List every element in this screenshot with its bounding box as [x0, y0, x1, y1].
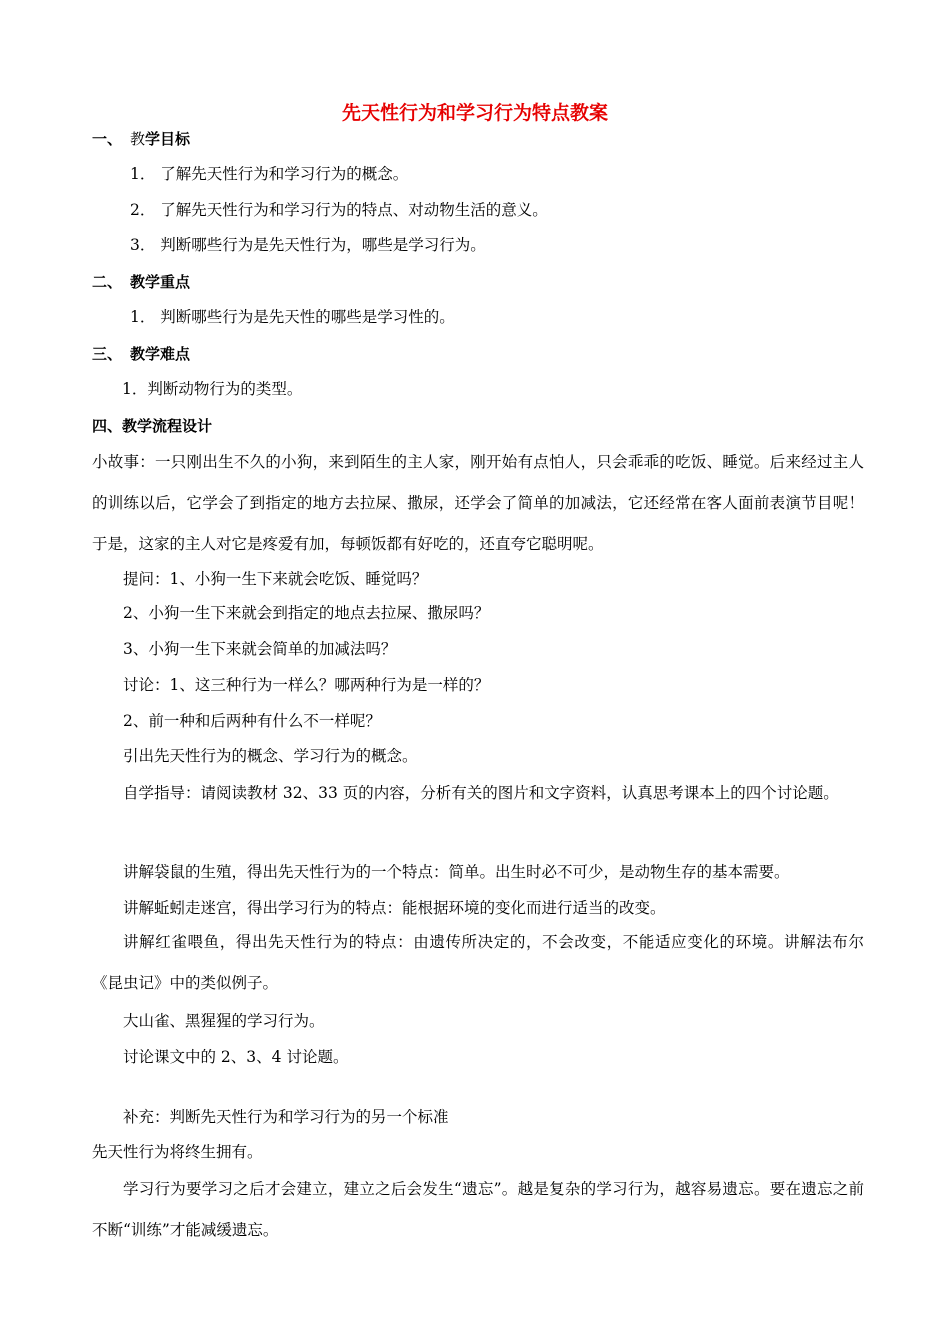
question-line: 讨论：1、这三种行为一样么？哪两种行为是一样的？	[123, 676, 490, 694]
section-heading-difficulties	[92, 342, 190, 366]
self-study-paragraph: 自学指导：请阅读教材 32、33 页的内容，分析有关的图片和文字资料，认真思考课本上的四个讨论题。	[123, 784, 839, 802]
question-line: 引出先天性行为的概念、学习行为的概念。	[123, 747, 418, 765]
section-heading-objectives	[92, 127, 190, 151]
question-line: 2、小狗一生下来就会到指定的地点去拉屎、撒尿吗？	[123, 604, 490, 622]
explanation-paragraph: 讲解红雀喂鱼，得出先天性行为的特点：由遗传所决定的，不会改变，不能适应变化的环境。讲解法布尔《昆虫记》中的类似例子。	[92, 933, 864, 992]
question-line: 2、前一种和后两种有什么不一样呢？	[123, 712, 381, 730]
list-item: 1． 了解先天性行为和学习行为的概念。	[130, 165, 409, 183]
section-heading-text: 教学重点	[130, 273, 191, 291]
document-title: 先天性行为和学习行为特点教案	[341, 102, 608, 124]
section-heading-text: 学目标	[145, 130, 191, 148]
section-number: 二、	[92, 273, 123, 291]
list-item: 1．判断动物行为的类型。	[122, 380, 303, 398]
text-line: 讨论课文中的 2、3、4 讨论题。	[123, 1048, 349, 1066]
learning-paragraph: 学习行为要学习之后才会建立，建立之后会发生“遗忘”。越是复杂的学习行为，越容易遗忘。要在遗忘之前不断“训练”才能减缓遗忘。	[92, 1180, 864, 1239]
section-heading-prefix: 教	[130, 130, 146, 148]
explanation-line: 讲解蚯蚓走迷宫，得出学习行为的特点：能根据环境的变化而进行适当的改变。	[123, 899, 666, 917]
question-line: 提问：1、小狗一生下来就会吃饭、睡觉吗？	[123, 570, 428, 588]
list-item: 1． 判断哪些行为是先天性的哪些是学习性的。	[130, 308, 455, 326]
section-heading-text: 教学难点	[130, 345, 191, 363]
text-line: 先天性行为将终生拥有。	[92, 1143, 263, 1161]
section-heading-process: 四、教学流程设计	[92, 417, 213, 435]
section-heading-key-points	[92, 270, 190, 294]
text-line: 大山雀、黑猩猩的学习行为。	[123, 1012, 325, 1030]
question-line: 3、小狗一生下来就会简单的加减法吗？	[123, 640, 397, 658]
list-item: 2． 了解先天性行为和学习行为的特点、对动物生活的意义。	[130, 201, 548, 219]
supplement-line: 补充：判断先天性行为和学习行为的另一个标准	[123, 1108, 449, 1126]
story-paragraph: 小故事：一只刚出生不久的小狗，来到陌生的主人家，刚开始有点怕人，只会乖乖的吃饭、睡觉。后来经过主人的训练以后，它学会了到指定的地方去拉屎、撒尿，还学会了简单的加减法，它还经常在客人面前表演节目呢！于是，这家的主人对它是疼爱有加，每顿饭都有好吃的，还直夸它聪明呢。	[92, 453, 864, 553]
list-item: 3． 判断哪些行为是先天性行为，哪些是学习行为。	[130, 236, 486, 254]
section-number: 一、	[92, 130, 123, 148]
explanation-line: 讲解袋鼠的生殖，得出先天性行为的一个特点：简单。出生时必不可少，是动物生存的基本需要。	[123, 863, 790, 881]
section-number: 三、	[92, 345, 123, 363]
